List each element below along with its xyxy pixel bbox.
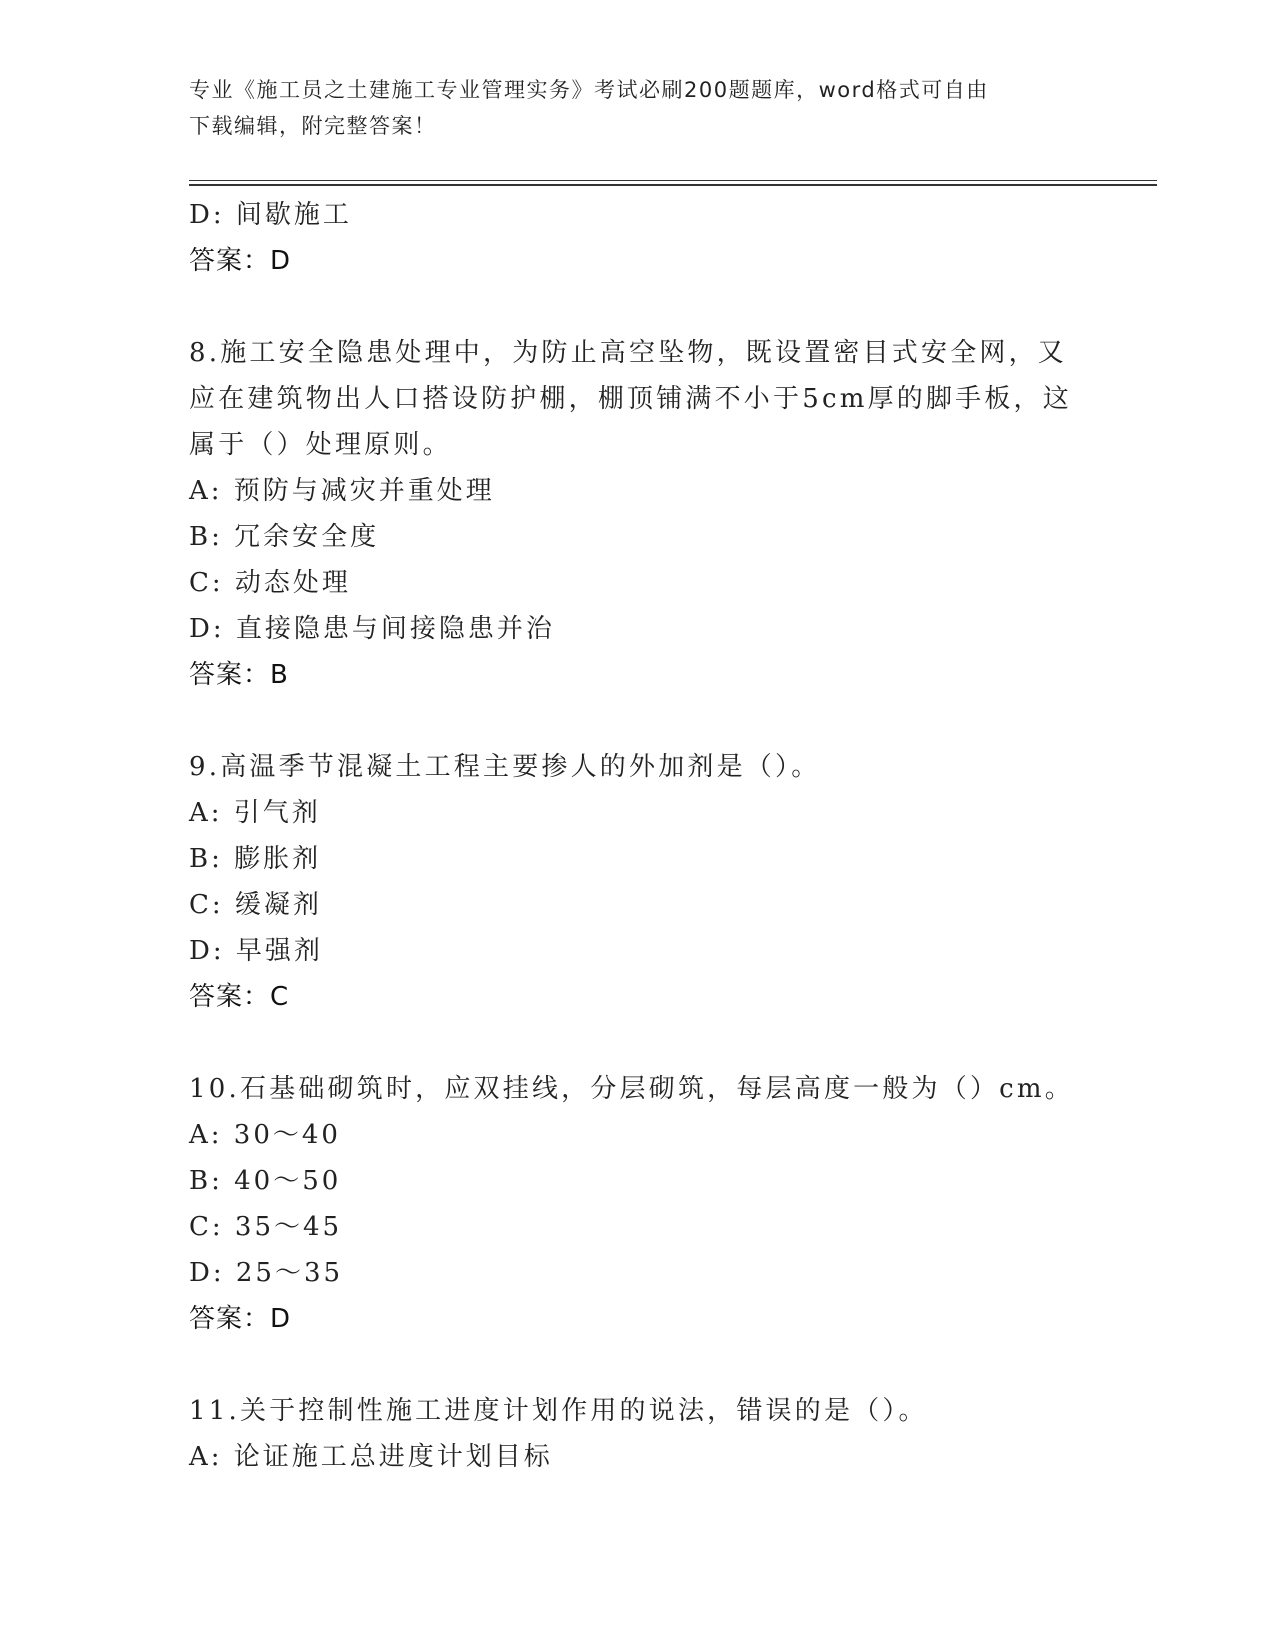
option-d: D: 25～35: [189, 1258, 344, 1288]
answer: 答案：D: [189, 1304, 292, 1334]
answer: 答案：B: [189, 660, 289, 690]
header-divider-top: [189, 180, 1157, 181]
option-a: A: 30～40: [189, 1120, 341, 1150]
question-11: [189, 1388, 1089, 1480]
option-d: D: 早强剂: [189, 936, 323, 966]
question-stem: 应在建筑物出人口搭设防护棚，棚顶铺满不小于5cm厚的脚手板，这: [189, 384, 1072, 414]
question-stem: 10.石基础砌筑时，应双挂线，分层砌筑，每层高度一般为（）cm。: [189, 1074, 1074, 1104]
header-line-1: 专业《施工员之土建施工专业管理实务》考试必刷200题题库，word格式可自由: [189, 78, 989, 102]
question-stem: 属于（）处理原则。: [189, 430, 452, 460]
question-7-tail: [189, 192, 1089, 284]
header-divider-bottom: [189, 184, 1157, 186]
option-c: C: 缓凝剂: [189, 890, 322, 920]
option-b: B: 冗余安全度: [189, 522, 380, 552]
option-a: A: 引气剂: [189, 798, 321, 828]
document-header: [189, 72, 1089, 144]
question-stem: 11.关于控制性施工进度计划作用的说法，错误的是（）。: [189, 1396, 928, 1426]
answer: 答案：C: [189, 982, 290, 1012]
question-stem: 9.高温季节混凝土工程主要掺人的外加剂是（）。: [189, 752, 821, 782]
option-c: C: 动态处理: [189, 568, 351, 598]
question-9: [189, 744, 1089, 1020]
option-a: A: 论证施工总进度计划目标: [189, 1442, 553, 1472]
question-stem: 8.施工安全隐患处理中，为防止高空坠物，既设置密目式安全网，又: [189, 338, 1068, 368]
option-a: A: 预防与减灾并重处理: [189, 476, 495, 506]
option-b: B: 40～50: [189, 1166, 342, 1196]
question-10: [189, 1066, 1089, 1342]
question-8: [189, 330, 1089, 698]
option-d: D: 间歇施工: [189, 200, 352, 230]
option-c: C: 35～45: [189, 1212, 343, 1242]
option-b: B: 膨胀剂: [189, 844, 322, 874]
answer: 答案：D: [189, 246, 292, 276]
header-line-2: 下载编辑，附完整答案！: [189, 114, 437, 138]
option-d: D: 直接隐患与间接隐患并治: [189, 614, 555, 644]
document-body: [189, 192, 1089, 1480]
